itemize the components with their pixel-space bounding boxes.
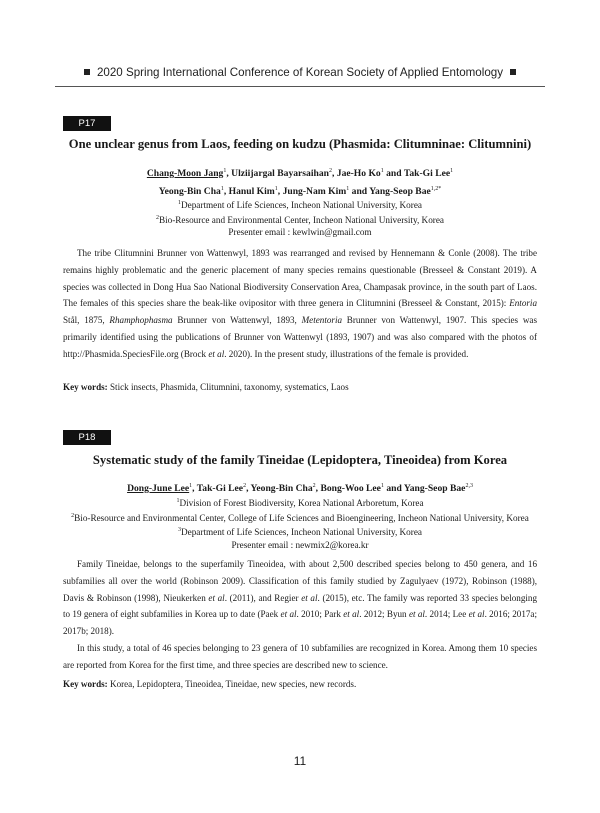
affiliation-line: $^2$Bio-Resource and Environmental Center, Incheon National University, Korea bbox=[155, 214, 445, 225]
author-affiliation-mark: 1 bbox=[220, 186, 224, 192]
author-affiliation-mark: 2 bbox=[312, 483, 316, 489]
author-name: Yang-Seop Bae bbox=[403, 483, 466, 495]
running-header bbox=[55, 66, 545, 79]
square-bullet-icon bbox=[84, 69, 90, 75]
author-name: Yeong-Bin Cha bbox=[158, 186, 221, 198]
affiliations-p17 bbox=[55, 197, 545, 239]
keywords-label: Key words: bbox=[63, 679, 108, 689]
author-affiliation-mark: 1 bbox=[274, 186, 278, 192]
author-name: Ulziijargal Bayarsaihan bbox=[231, 168, 329, 180]
author-affiliation-mark: 1 bbox=[380, 168, 384, 174]
author-list-p18: Dong-June Lee$^1$, Tak-Gi Lee$^2$, Yeong-Bin Cha$^2$, Bong-Woo Lee$^1$ and Yang-Seop Bae$^{2,3}$ bbox=[127, 483, 473, 495]
keywords-text: Stick insects, Phasmida, Clitumnini, taxonomy, systematics, Laos bbox=[110, 382, 349, 392]
author-name: Jung-Nam Kim bbox=[282, 186, 347, 198]
author-name: Chang-Moon Jang bbox=[146, 168, 224, 180]
abstract-paragraph: Family Tineidae, belongs to the superfamily Tineoidea, with about 2,500 described species belong to 450 genera, and 16 subfamilies all over the world (Robinson 2009). Classification of this family studied by Zagulyaev (1972), Robinson (1988), Davis & Robinson (1998), Nieukerken et al. (2011), and Regier et al. (2015), etc. The family was reported 33 species belonging to 19 genera of eight subfamilies in Korea up to date (Paek et al. 2010; Park et al. 2012; Byun et al. 2014; Lee et al. 2016; 2017a; 2017b; 2018). bbox=[63, 559, 538, 637]
page-number: 11 bbox=[293, 754, 307, 768]
abstract-paragraph: In this study, a total of 46 species belonging to 23 genera of 10 subfamilies are recognized in Korea. Among them 10 species are reported from Korea for the first time, and three species are described new to science. bbox=[63, 642, 537, 670]
keywords-text: Korea, Lepidoptera, Tineoidea, Tineidae, new species, new records. bbox=[110, 679, 357, 689]
author-name: Yeong-Bin Cha bbox=[250, 483, 313, 495]
author-name: Hanul Kim bbox=[228, 186, 275, 198]
author-affiliation-mark: 1 bbox=[380, 483, 384, 489]
author-affiliation-mark: 2 bbox=[328, 168, 332, 174]
presenter-email: Presenter email : newmix2@korea.kr bbox=[231, 539, 369, 550]
author-list-p17-line2: Yeong-Bin Cha$^1$, Hanul Kim$^1$, Jung-Nam Kim$^1$ and Yang-Seop Bae$^{1,2*}$ bbox=[158, 186, 442, 198]
author-name: Tak-Gi Lee bbox=[196, 483, 244, 495]
abstract-title-p18: Systematic study of the family Tineidae (Lepidoptera, Tineoidea) from Korea bbox=[92, 453, 508, 467]
square-bullet-icon bbox=[510, 69, 516, 75]
keywords-p17 bbox=[63, 380, 537, 394]
affiliation-line: $^1$Department of Life Sciences, Incheon National University, Korea bbox=[178, 200, 422, 211]
author-name: Dong-June Lee bbox=[127, 483, 190, 495]
author-affiliation-mark: 2,3 bbox=[465, 483, 473, 489]
abstract-body-p17 bbox=[63, 245, 537, 363]
affiliations-p18 bbox=[55, 495, 545, 551]
author-list-p17-line1: Chang-Moon Jang$^1$, Ulziijargal Bayarsaihan$^2$, Jae-Ho Ko$^1$ and Tak-Gi Lee$^1$ bbox=[146, 168, 454, 180]
affiliation-line: $^2$Bio-Resource and Environmental Center, College of Life Sciences and Bioengineering, Incheon National University, Korea bbox=[71, 512, 529, 523]
abstract-body-p18 bbox=[63, 556, 537, 674]
abstract-tag-p18: P18 bbox=[63, 430, 111, 445]
author-affiliation-mark: 2 bbox=[243, 483, 247, 489]
abstract-tag-p17: P17 bbox=[63, 116, 111, 131]
abstract-title-p17: One unclear genus from Laos, feeding on kudzu (Phasmida: Clitumninae: Clitumnini) bbox=[68, 137, 532, 151]
author-affiliation-mark: 1,2* bbox=[430, 186, 442, 192]
author-name: Yang-Seop Bae bbox=[369, 186, 431, 198]
header-text: 2020 Spring International Conference of Korean Society of Applied Entomology bbox=[96, 66, 504, 79]
author-affiliation-mark: 1 bbox=[189, 483, 193, 489]
author-affiliation-mark: 1 bbox=[223, 168, 227, 174]
author-name: Jae-Ho Ko bbox=[336, 168, 381, 180]
author-affiliation-mark: 1 bbox=[450, 168, 454, 174]
author-name: Tak-Gi Lee bbox=[403, 168, 451, 180]
header-rule bbox=[55, 86, 545, 87]
affiliation-line: $^1$Division of Forest Biodiversity, Korea National Arboretum, Korea bbox=[176, 498, 424, 509]
author-name: Bong-Woo Lee bbox=[320, 483, 381, 495]
keywords-label: Key words: bbox=[63, 382, 108, 392]
author-affiliation-mark: 1 bbox=[346, 186, 350, 192]
keywords-p18 bbox=[63, 677, 537, 691]
affiliation-line: $^3$Department of Life Sciences, Incheon National University, Korea bbox=[178, 527, 422, 538]
abstract-paragraph: The tribe Clitumnini Brunner von Wattenwyl, 1893 was rearranged and revised by Hennemann & Conle (2008). The tribe remains highly problematic and the generic placement of many species remains questionable (Bresseel & Constant 2019). A species was collected in Dong Hua Sao National Biodiversity Conservation Area, Champasak province, in the south part of Laos. The females of this species share the beak-like ovipositor with three genera in Clitumnini (Bresseel & Constant, 2015): Entoria Stål, 1875, Rhamphophasma Brunner von Wattenwyl, 1893, Metentoria Brunner von Wattenwyl, 1907. This species was primarily identified using the publications of Brunner von Wattenwyl (1893, 1907) and was also compared with the photos of http://Phasmida.SpeciesFile.org (Brock et al. 2020). In the present study, illustrations of the female is provided. bbox=[63, 248, 537, 359]
presenter-email: Presenter email : kewlwin@gmail.com bbox=[228, 227, 372, 238]
